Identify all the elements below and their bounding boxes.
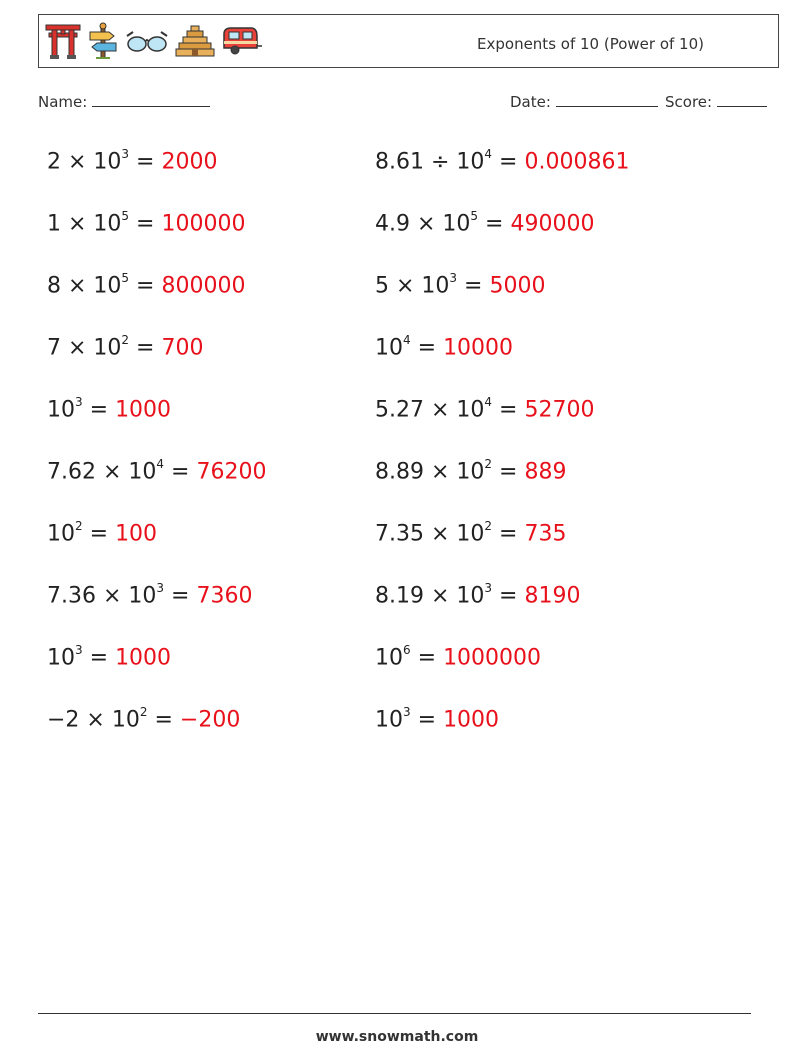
problem-left-9: [47, 645, 171, 670]
worksheet-header: [38, 14, 779, 68]
equals-sign: =: [129, 211, 162, 237]
problem-right-1: [375, 149, 629, 174]
problem-answer: 7360: [196, 583, 253, 609]
problem-exponent: 4: [156, 457, 165, 471]
problem-exponent: 3: [75, 643, 83, 657]
equals-sign: =: [492, 583, 525, 609]
problem-expression: 4.9 × 10: [375, 211, 471, 237]
problem-answer: 0.000861: [524, 149, 630, 175]
problem-answer: 1000000: [443, 645, 542, 671]
problem-exponent: 3: [121, 147, 130, 161]
problem-answer: 1000: [115, 397, 172, 423]
problem-exponent: 4: [403, 333, 411, 347]
problem-exponent: 2: [139, 705, 148, 719]
equals-sign: =: [410, 645, 444, 671]
problem-expression: 2 × 10: [47, 149, 122, 175]
problem-expression: 8 × 10: [47, 273, 122, 299]
problem-expression: 8.89 × 10: [375, 459, 485, 485]
equals-sign: =: [164, 459, 197, 485]
problem-exponent: 5: [470, 209, 479, 223]
problem-right-10: [375, 707, 499, 732]
problem-exponent: 4: [484, 147, 493, 161]
equals-sign: =: [492, 521, 525, 547]
torii-gate-icon: [45, 22, 81, 60]
equals-sign: =: [492, 149, 525, 175]
problem-exponent: 3: [156, 581, 165, 595]
score-label: Score:: [665, 93, 713, 111]
problem-expression: 7 × 10: [47, 335, 122, 361]
problem-left-2: [47, 211, 245, 236]
problem-left-6: [47, 459, 266, 484]
score-blank-line[interactable]: [717, 93, 767, 107]
footer-divider: [38, 1013, 751, 1014]
problem-expression: 5 × 10: [375, 273, 450, 299]
problem-expression: 7.36 × 10: [47, 583, 157, 609]
problem-exponent: 3: [75, 395, 83, 409]
problem-expression: 7.62 × 10: [47, 459, 157, 485]
problem-exponent: 3: [403, 705, 411, 719]
equals-sign: =: [457, 273, 490, 299]
problem-answer: 2000: [161, 149, 218, 175]
problem-left-10: [47, 707, 240, 732]
problem-answer: 1000: [443, 707, 500, 733]
problem-expression: 10: [47, 645, 75, 671]
problem-expression: 1 × 10: [47, 211, 122, 237]
problem-answer: 52700: [524, 397, 595, 423]
problem-right-7: [375, 521, 566, 546]
problem-expression: 10: [47, 397, 75, 423]
equals-sign: =: [129, 335, 162, 361]
problem-right-9: [375, 645, 541, 670]
equals-sign: =: [164, 583, 197, 609]
camper-trailer-icon: [221, 22, 263, 60]
problem-exponent: 5: [121, 271, 130, 285]
problem-expression: 10: [375, 645, 403, 671]
problem-left-5: [47, 397, 171, 422]
problem-left-3: [47, 273, 245, 298]
problem-expression: 8.19 × 10: [375, 583, 485, 609]
problem-left-4: [47, 335, 203, 360]
problem-answer: 10000: [443, 335, 514, 361]
problem-answer: 700: [161, 335, 204, 361]
problem-exponent: 5: [121, 209, 130, 223]
problem-answer: 889: [524, 459, 567, 485]
problem-answer: 800000: [161, 273, 246, 299]
problem-expression: 10: [375, 335, 403, 361]
equals-sign: =: [129, 149, 162, 175]
equals-sign: =: [82, 521, 116, 547]
equals-sign: =: [478, 211, 511, 237]
signpost-icon: [87, 22, 119, 60]
problem-answer: 5000: [489, 273, 546, 299]
problem-right-6: [375, 459, 566, 484]
problem-expression: 10: [375, 707, 403, 733]
problem-exponent: 3: [484, 581, 493, 595]
problem-right-8: [375, 583, 580, 608]
problem-answer: 8190: [524, 583, 581, 609]
problem-answer: 735: [524, 521, 567, 547]
equals-sign: =: [82, 397, 116, 423]
problem-exponent: 3: [449, 271, 458, 285]
date-blank-line[interactable]: [556, 93, 658, 107]
problem-right-3: [375, 273, 545, 298]
problem-exponent: 6: [403, 643, 411, 657]
equals-sign: =: [492, 459, 525, 485]
equals-sign: =: [129, 273, 162, 299]
problem-right-5: [375, 397, 594, 422]
problem-right-2: [375, 211, 594, 236]
problem-expression: 8.61 ÷ 10: [375, 149, 485, 175]
problem-answer: 100: [115, 521, 158, 547]
problem-answer: 100000: [161, 211, 246, 237]
equals-sign: =: [410, 335, 444, 361]
problem-left-1: [47, 149, 217, 174]
problem-expression: 7.35 × 10: [375, 521, 485, 547]
problem-exponent: 4: [484, 395, 493, 409]
equals-sign: =: [410, 707, 444, 733]
name-field[interactable]: [38, 93, 210, 111]
problem-expression: 10: [47, 521, 75, 547]
problem-expression: −2 × 10: [47, 707, 140, 733]
problem-left-7: [47, 521, 157, 546]
problem-answer: −200: [179, 707, 241, 733]
date-field[interactable]: [510, 93, 658, 111]
name-label: Name:: [38, 93, 88, 111]
score-field[interactable]: [665, 93, 767, 111]
pyramid-icon: [175, 22, 215, 60]
equals-sign: =: [492, 397, 525, 423]
problem-answer: 490000: [510, 211, 595, 237]
problem-expression: 5.27 × 10: [375, 397, 485, 423]
equals-sign: =: [147, 707, 180, 733]
problem-right-4: [375, 335, 513, 360]
problem-left-8: [47, 583, 252, 608]
footer-website: www.snowmath.com: [315, 1029, 479, 1045]
worksheet-title: Exponents of 10 (Power of 10): [477, 35, 704, 53]
problem-answer: 76200: [196, 459, 267, 485]
header-icons: [45, 21, 263, 61]
problem-answer: 1000: [115, 645, 172, 671]
name-blank-line[interactable]: [92, 93, 210, 107]
equals-sign: =: [82, 645, 116, 671]
problem-exponent: 2: [121, 333, 130, 347]
problem-exponent: 2: [75, 519, 83, 533]
problem-exponent: 2: [484, 457, 493, 471]
sunglasses-icon: [125, 22, 169, 60]
date-label: Date:: [510, 93, 551, 111]
problem-exponent: 2: [484, 519, 493, 533]
